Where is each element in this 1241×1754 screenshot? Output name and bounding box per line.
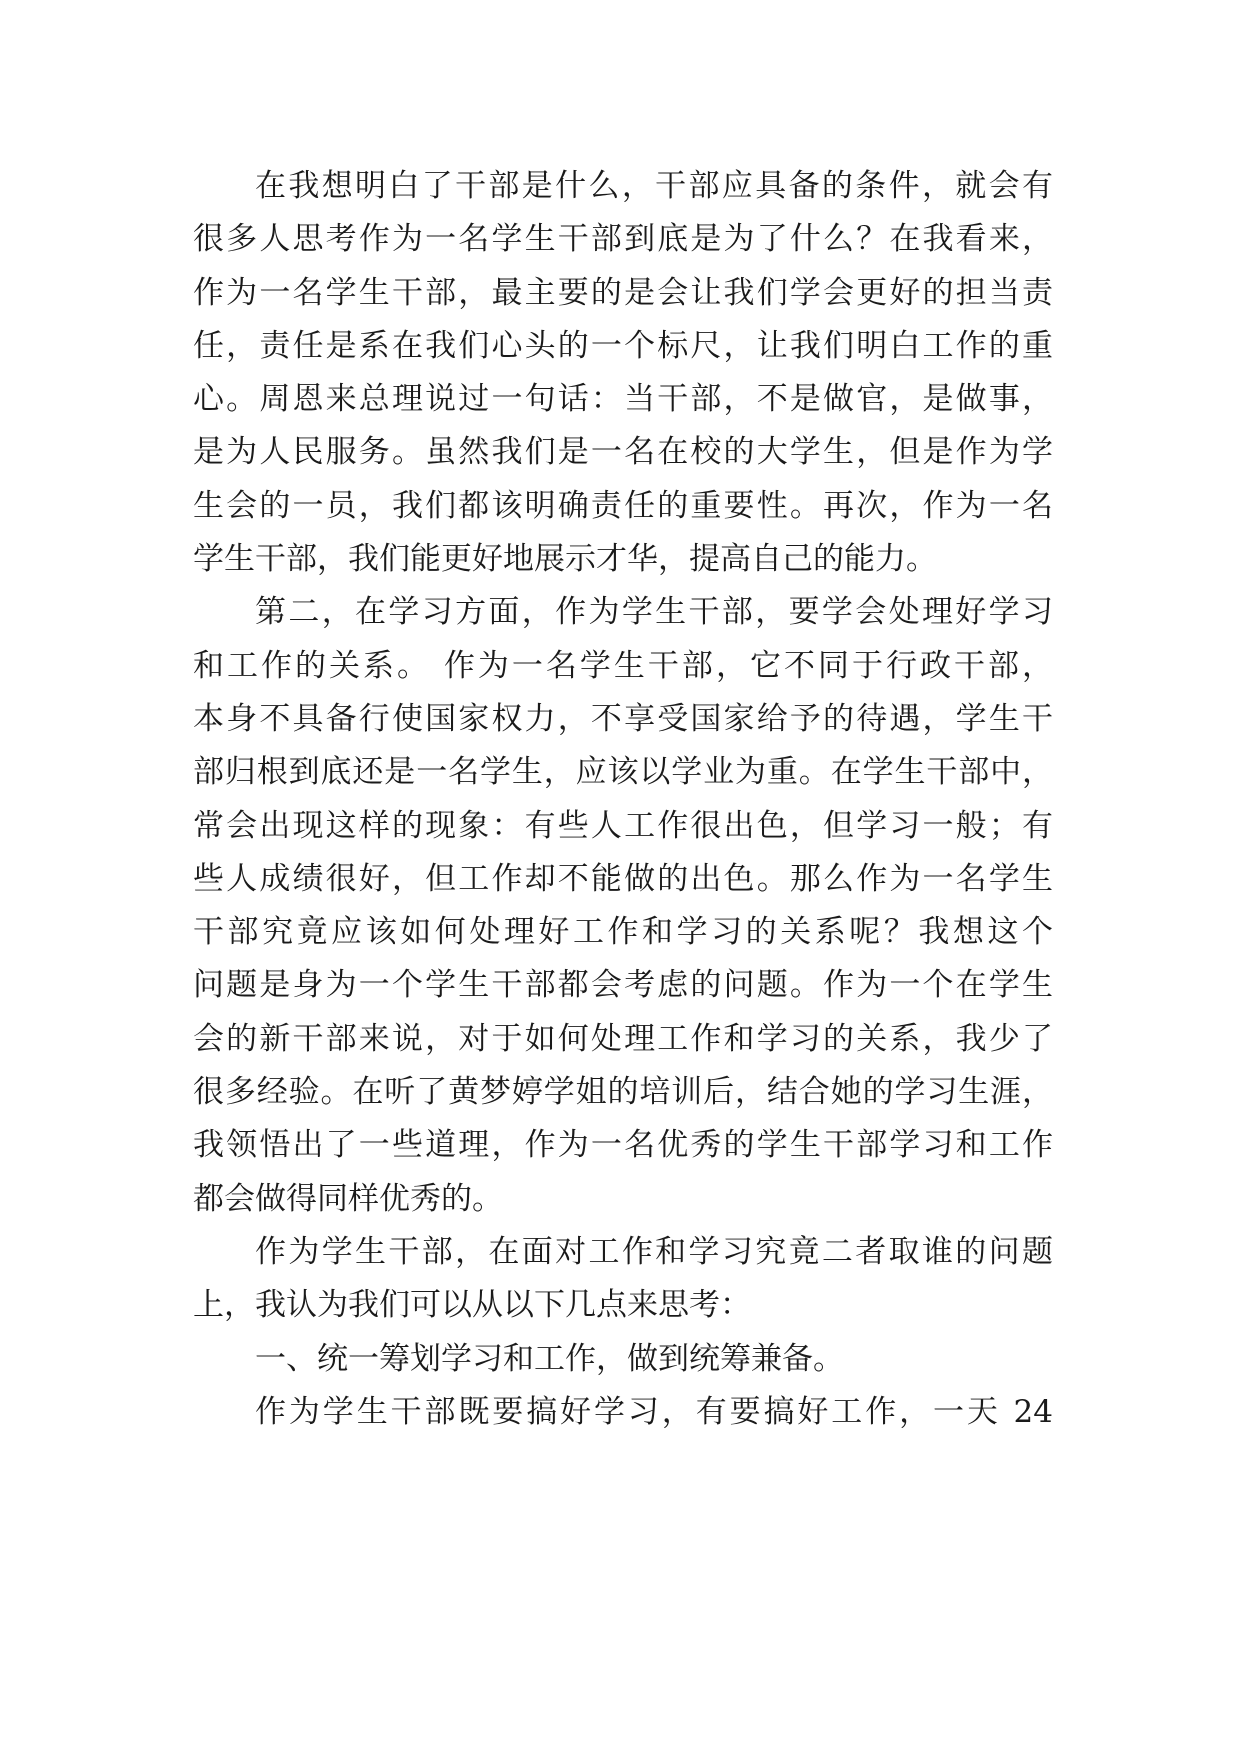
text-line: 些人成绩很好，但工作却不能做的出色。那么作为一名学生: [193, 860, 1053, 897]
text-line: 是为人民服务。虽然我们是一名在校的大学生，但是作为学: [193, 434, 1053, 471]
text-line: 和工作的关系。 作为一名学生干部，它不同于行政干部，: [193, 647, 1053, 684]
text-line: 第二，在学习方面，作为学生干部，要学会处理好学习: [255, 594, 1053, 631]
text-line: 都会做得同样优秀的。: [193, 1180, 503, 1217]
text-line: 学生干部，我们能更好地展示才华，提高自己的能力。: [193, 541, 937, 578]
text-line: 生会的一员，我们都该明确责任的重要性。再次，作为一名: [193, 487, 1053, 524]
text-line: 任，责任是系在我们心头的一个标尺，让我们明白工作的重: [193, 327, 1053, 364]
text-line: 问题是身为一个学生干部都会考虑的问题。作为一个在学生: [193, 967, 1053, 1004]
text-line: 部归根到底还是一名学生，应该以学业为重。在学生干部中，: [193, 754, 1053, 791]
text-line: 作为学生干部既要搞好学习，有要搞好工作，一天 24: [255, 1393, 1053, 1430]
text-line: 干部究竟应该如何处理好工作和学习的关系呢？我想这个: [193, 914, 1053, 951]
text-line: 常会出现这样的现象：有些人工作很出色，但学习一般；有: [193, 807, 1053, 844]
text-line: 上，我认为我们可以从以下几点来思考：: [193, 1287, 751, 1324]
text-line: 作为学生干部，在面对工作和学习究竟二者取谁的问题: [255, 1233, 1053, 1270]
text-line: 本身不具备行使国家权力，不享受国家给予的待遇，学生干: [193, 700, 1053, 737]
text-line: 我领悟出了一些道理，作为一名优秀的学生干部学习和工作: [193, 1127, 1053, 1164]
text-line: 会的新干部来说，对于如何处理工作和学习的关系，我少了: [193, 1020, 1053, 1057]
text-line: 一、统一筹划学习和工作，做到统筹兼备。: [255, 1340, 844, 1377]
text-line: 很多经验。在听了黄梦婷学姐的培训后，结合她的学习生涯，: [193, 1074, 1053, 1111]
document-body: [193, 160, 1053, 1439]
text-line: 心。周恩来总理说过一句话：当干部，不是做官，是做事，: [193, 381, 1053, 418]
text-line: 很多人思考作为一名学生干部到底是为了什么？在我看来，: [193, 221, 1053, 258]
text-line: 作为一名学生干部，最主要的是会让我们学会更好的担当责: [193, 274, 1053, 311]
text-line: 在我想明白了干部是什么，干部应具备的条件，就会有: [255, 168, 1053, 204]
